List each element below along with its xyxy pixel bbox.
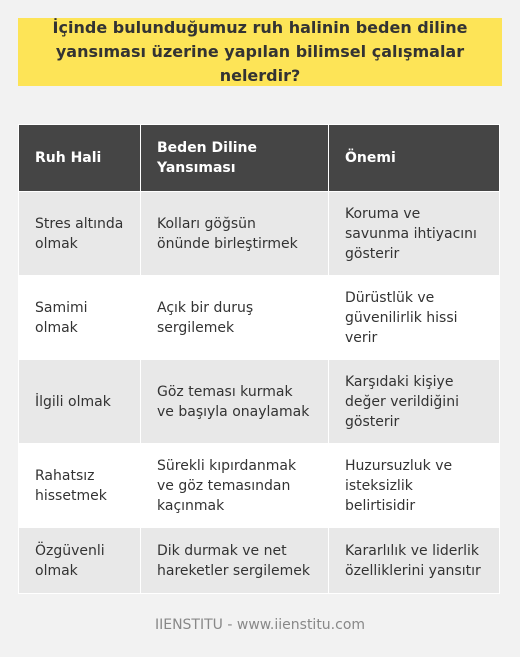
title-banner	[18, 18, 502, 86]
cell-ruh-hali: Stres altında olmak	[19, 192, 141, 276]
cell-onemi: Koruma ve savunma ihtiyacını gösterir	[329, 192, 500, 276]
table-row	[19, 360, 500, 444]
table-row	[19, 528, 500, 594]
cell-ruh-hali: Rahatsız hissetmek	[19, 444, 141, 528]
cell-onemi: Karşıdaki kişiye değer verildiğini gösterir	[329, 360, 500, 444]
table-row	[19, 444, 500, 528]
table-row	[19, 276, 500, 360]
cell-onemi: Huzursuzluk ve isteksizlik belirtisidir	[329, 444, 500, 528]
cell-onemi: Dürüstlük ve güvenilirlik hissi verir	[329, 276, 500, 360]
cell-beden-dili: Göz teması kurmak ve başıyla onaylamak	[141, 360, 329, 444]
cell-ruh-hali: Samimi olmak	[19, 276, 141, 360]
header-ruh-hali: Ruh Hali	[19, 125, 141, 192]
cell-ruh-hali: İlgili olmak	[19, 360, 141, 444]
page-title: İçinde bulunduğumuz ruh halinin beden diline yansıması üzerine yapılan bilimsel çalışmalar nelerdir?	[52, 18, 468, 85]
cell-beden-dili: Sürekli kıpırdanmak ve göz temasından kaçınmak	[141, 444, 329, 528]
cell-onemi: Kararlılık ve liderlik özelliklerini yansıtır	[329, 528, 500, 594]
table-row	[19, 192, 500, 276]
header-beden-diline-yansimasi: Beden Diline Yansıması	[141, 125, 329, 192]
cell-beden-dili: Açık bir duruş sergilemek	[141, 276, 329, 360]
comparison-table	[18, 124, 500, 594]
cell-beden-dili: Kolları göğsün önünde birleştirmek	[141, 192, 329, 276]
table-header-row	[19, 125, 500, 192]
footer-credit: IIENSTITU - www.iienstitu.com	[154, 617, 366, 633]
cell-ruh-hali: Özgüvenli olmak	[19, 528, 141, 594]
cell-beden-dili: Dik durmak ve net hareketler sergilemek	[141, 528, 329, 594]
header-onemi: Önemi	[329, 125, 500, 192]
